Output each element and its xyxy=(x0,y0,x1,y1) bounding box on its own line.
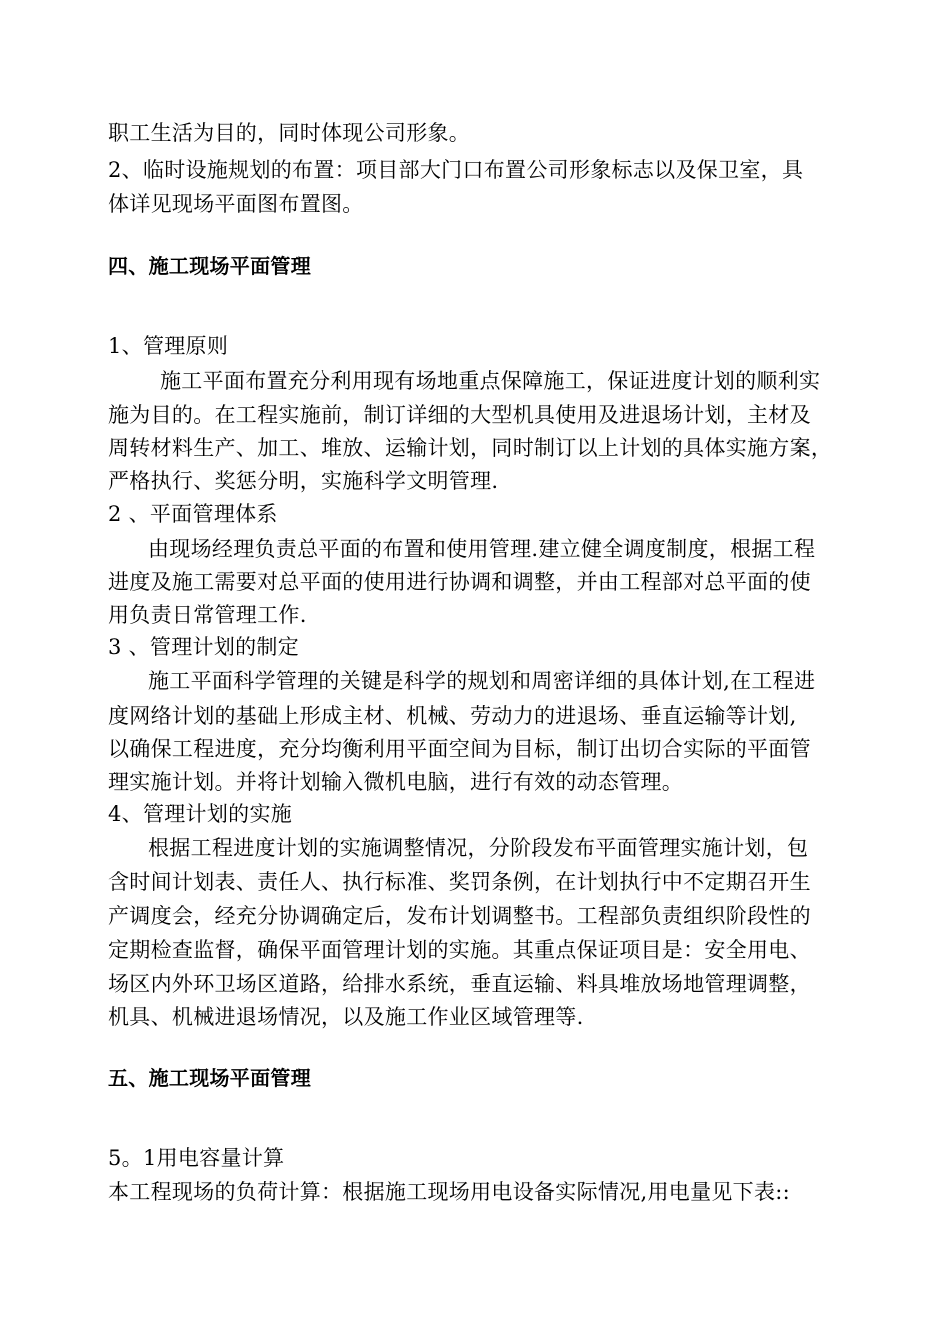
paragraph-line: 以确保工程进度，充分均衡利用平面空间为目标，制订出切合实际的平面管 xyxy=(108,737,811,761)
paragraph-line: 严格执行、奖惩分明，实施科学文明管理. xyxy=(108,469,499,493)
paragraph-line: 定期检查监督，确保平面管理计划的实施。其重点保证项目是：安全用电、 xyxy=(108,938,811,962)
subsection-heading: 3 、管理计划的制定 xyxy=(108,635,300,659)
paragraph-line: 施为目的。在工程实施前，制订详细的大型机具使用及进退场计划，主材及 xyxy=(108,403,811,427)
paragraph-line: 职工生活为目的，同时体现公司形象。 xyxy=(108,121,471,145)
subsection-heading: 1、管理原则 xyxy=(108,334,229,358)
paragraph-line: 2、临时设施规划的布置：项目部大门口布置公司形象标志以及保卫室，具 xyxy=(108,158,804,182)
section-heading: 五、施工现场平面管理 xyxy=(108,1066,311,1090)
paragraph-line: 机具、机械进退场情况，以及施工作业区域管理等. xyxy=(108,1005,584,1029)
paragraph-line: 体详见现场平面图布置图。 xyxy=(108,192,364,216)
section-heading: 四、施工现场平面管理 xyxy=(108,254,311,278)
paragraph-line: 产调度会，经充分协调确定后，发布计划调整书。工程部负责组织阶段性的 xyxy=(108,904,811,928)
paragraph-line: 理实施计划。并将计划输入微机电脑，进行有效的动态管理。 xyxy=(108,770,684,794)
paragraph-line: 周转材料生产、加工、堆放、运输计划，同时制订以上计划的具体实施方案， xyxy=(108,436,833,460)
paragraph-line: 进度及施工需要对总平面的使用进行协调和调整，并由工程部对总平面的使 xyxy=(108,570,811,594)
paragraph-line: 含时间计划表、责任人、执行标准、奖罚条例，在计划执行中不定期召开生 xyxy=(108,870,811,894)
paragraph-line: 本工程现场的负荷计算：根据施工现场用电设备实际情况,用电量见下表:: xyxy=(108,1180,791,1204)
subsection-heading: 2 、平面管理体系 xyxy=(108,502,278,526)
paragraph-line: 用负责日常管理工作. xyxy=(108,603,307,627)
subsection-heading: 4、管理计划的实施 xyxy=(108,802,293,826)
paragraph-line: 场区内外环卫场区道路，给排水系统，垂直运输、料具堆放场地管理调整， xyxy=(108,972,811,996)
paragraph-line: 由现场经理负责总平面的布置和使用管理.建立健全调度制度，根据工程 xyxy=(148,537,816,561)
paragraph-line: 施工平面科学管理的关键是科学的规划和周密详细的具体计划,在工程进 xyxy=(148,669,816,693)
paragraph-line: 根据工程进度计划的实施调整情况，分阶段发布平面管理实施计划，包 xyxy=(148,836,809,860)
subsection-heading: 5。1用电容量计算 xyxy=(108,1146,285,1170)
paragraph-line: 施工平面布置充分利用现有场地重点保障施工，保证进度计划的顺利实 xyxy=(160,369,821,393)
paragraph-line: 度网络计划的基础上形成主材、机械、劳动力的进退场、垂直运输等计划, xyxy=(108,704,797,728)
